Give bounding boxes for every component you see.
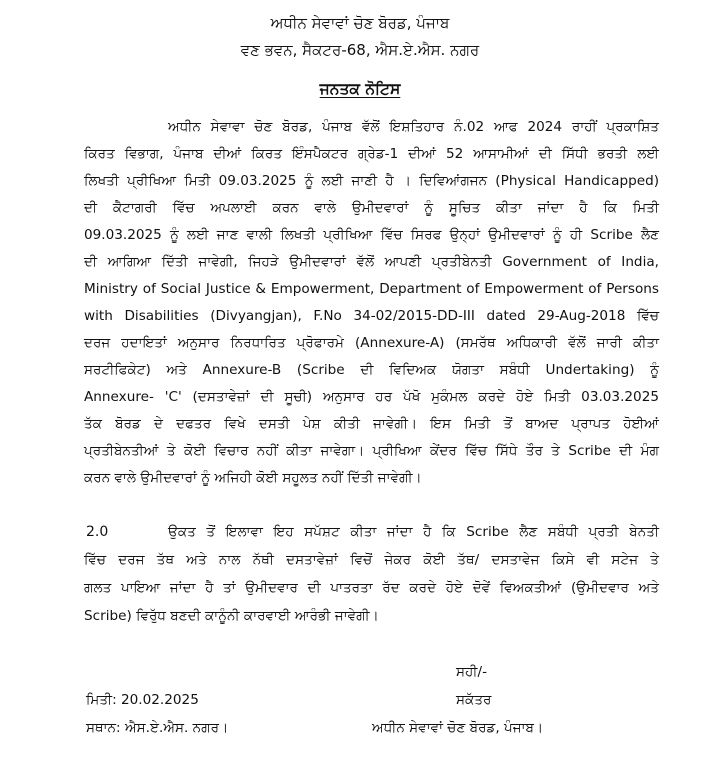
- para1-line: ਦੀ ਆਗਿਆ ਦਿੱਤੀ ਜਾਵੇਗੀ, ਜਿਹੜੇ ਉਮੀਦਵਾਰਾਂ ਵੱਲੋਂ ਆਪਣੀ ਪ੍ਰਤੀਬੇਨਤੀ Government of India,: [84, 254, 659, 270]
- para1-line: ਅਧੀਨ ਸੇਵਾਵਾ ਚੋਣ ਬੋਰਡ, ਪੰਜਾਬ ਵੱਲੋਂ ਇਸ਼ਤਿਹਾਰ ਨੰ.02 ਆਫ 2024 ਰਾਹੀਂ ਪ੍ਰਕਾਸ਼ਿਤ: [168, 119, 659, 135]
- header-address: ਵਣ ਭਵਨ, ਸੈਕਟਰ-68, ਐਸ.ਏ.ਐਸ. ਨਗਰ: [240, 41, 480, 59]
- para1-line: ਕਿਰਤ ਵਿਭਾਗ, ਪੰਜਾਬ ਦੀਆਂ ਕਿਰਤ ਇੰਸਪੈਕਟਰ ਗ੍ਰੇਡ-1 ਦੀਆਂ 52 ਆਸਾਮੀਆਂ ਦੀ ਸਿੱਧੀ ਭਰਤੀ ਲਈ: [84, 146, 659, 162]
- issue-place: ਸਥਾਨ: ਐਸ.ਏ.ਐਸ. ਨਗਰ।: [86, 720, 229, 736]
- para1-line: ਦੀ ਕੈਟਾਗਰੀ ਵਿੱਚ ਅਪਲਾਈ ਕਰਨ ਵਾਲੇ ਉਮੀਦਵਾਰਾਂ ਨੂੰ ਸੂਚਿਤ ਕੀਤਾ ਜਾਂਦਾ ਹੈ ਕਿ ਮਿਤੀ: [84, 200, 659, 216]
- para1-line: ਦਰਜ ਹਦਾਇਤਾਂ ਅਨੁਸਾਰ ਨਿਰਧਾਰਿਤ ਪ੍ਰੋਫਾਰਮੇ (Annexure-A) (ਸਮਰੱਥ ਅਧਿਕਾਰੀ ਵੱਲੋਂ ਜਾਰੀ ਕੀਤਾ: [84, 335, 659, 351]
- para2-number: 2.0: [86, 524, 109, 540]
- para1-line: with Disabilities (Divyangjan), F.No 34-02/2015-DD-III dated 29-Aug-2018 ਵਿੱਚ: [84, 308, 659, 324]
- signature-signed: ਸਹੀ/-: [456, 664, 487, 680]
- para1-line: ਪ੍ਰਤੀਬੇਨਤੀਆਂ ਤੇ ਕੋਈ ਵਿਚਾਰ ਨਹੀਂ ਕੀਤਾ ਜਾਵੇਗਾ। ਪ੍ਰੀਖਿਆ ਕੇਂਦਰ ਵਿੱਚ ਸਿੱਧੇ ਤੌਰ ਤੇ Scribe ਦੀ ਮੰਗ: [84, 443, 659, 459]
- para1-line: ਕਰਨ ਵਾਲੇ ਉਮੀਦਵਾਰਾਂ ਨੂੰ ਅਜਿਹੀ ਕੋਈ ਸਹੂਲਤ ਨਹੀਂ ਦਿੱਤੀ ਜਾਵੇਗੀ।: [84, 470, 422, 486]
- para2-line: ਉਕਤ ਤੋਂ ਇਲਾਵਾ ਇਹ ਸਪੱਸ਼ਟ ਕੀਤਾ ਜਾਂਦਾ ਹੈ ਕਿ Scribe ਲੈਣ ਸਬੰਧੀ ਪ੍ਰਤੀ ਬੇਨਤੀ: [168, 524, 659, 540]
- signatory-designation: ਸਕੱਤਰ: [456, 692, 492, 708]
- para1-line: 09.03.2025 ਨੂੰ ਲਈ ਜਾਣ ਵਾਲੀ ਲਿਖਤੀ ਪ੍ਰੀਖਿਆ ਵਿੱਚ ਸਿਰਫ ਉਨ੍ਹਾਂ ਉਮੀਦਵਾਰਾਂ ਨੂੰ ਹੀ Scribe ਲੈਣ: [84, 227, 659, 243]
- issue-date: ਮਿਤੀ: 20.02.2025: [86, 692, 199, 708]
- notice-title-text: ਜਨਤਕ ਨੋਟਿਸ: [319, 80, 401, 98]
- para1-line: ਲਿਖਤੀ ਪ੍ਰੀਖਿਆ ਮਿਤੀ 09.03.2025 ਨੂੰ ਲਈ ਜਾਣੀ ਹੈ । ਦਿਵਿਆਂਗਜਨ (Physical Handicapped): [84, 173, 659, 189]
- para2-line: ਵਿੱਚ ਦਰਜ ਤੱਥ ਅਤੇ ਨਾਲ ਨੱਥੀ ਦਸਤਾਵੇਜ਼ਾਂ ਵਿਚੋਂ ਜੇਕਰ ਕੋਈ ਤੱਥ/ ਦਸਤਾਵੇਜ ਕਿਸੇ ਵੀ ਸਟੇਜ ਤੇ: [84, 552, 659, 568]
- para1-line: Ministry of Social Justice & Empowerment, Department of Empowerment of Persons: [84, 281, 659, 297]
- notice-title: [0, 80, 720, 99]
- para1-line: ਤੱਕ ਬੋਰਡ ਦੇ ਦਫਤਰ ਵਿਖੇ ਦਸਤੀ ਪੇਸ਼ ਕੀਤੀ ਜਾਵੇਗੀ। ਇਸ ਮਿਤੀ ਤੋਂ ਬਾਅਦ ਪ੍ਰਾਪਤ ਹੋਈਆਂ: [84, 416, 659, 432]
- para2-line: ਗਲਤ ਪਾਇਆ ਜਾਂਦਾ ਹੈ ਤਾਂ ਉਮੀਦਵਾਰ ਦੀ ਪਾਤਰਤਾ ਰੱਦ ਕਰਦੇ ਹੋਏ ਦੋਵੇਂ ਵਿਅਕਤੀਆਂ (ਉਮੀਦਵਾਰ ਅਤੇ: [84, 580, 659, 596]
- para2-line: Scribe) ਵਿਰੁੱਧ ਬਣਦੀ ਕਾਨੂੰਨੀ ਕਾਰਵਾਈ ਆਰੰਭੀ ਜਾਵੇਗੀ।: [84, 608, 379, 624]
- signatory-office: ਅਧੀਨ ਸੇਵਾਵਾਂ ਚੋਣ ਬੋਰਡ, ਪੰਜਾਬ।: [372, 720, 544, 736]
- para1-line: Annexure- 'C' (ਦਸਤਾਵੇਜ਼ਾਂ ਦੀ ਸੂਚੀ) ਅਨੁਸਾਰ ਹਰ ਪੱਖੋ ਮੁਕੰਮਲ ਕਰਦੇ ਹੋਏ ਮਿਤੀ 03.03.2025: [84, 389, 659, 405]
- header-office-name: ਅਧੀਨ ਸੇਵਾਵਾਂ ਚੋਣ ਬੋਰਡ, ਪੰਜਾਬ: [270, 14, 450, 32]
- para1-line: ਸਰਟੀਫਿਕੇਟ) ਅਤੇ Annexure-B (Scribe ਦੀ ਵਿਦਿਅਕ ਯੋਗਤਾ ਸਬੰਧੀ Undertaking) ਨੂੰ: [84, 362, 659, 378]
